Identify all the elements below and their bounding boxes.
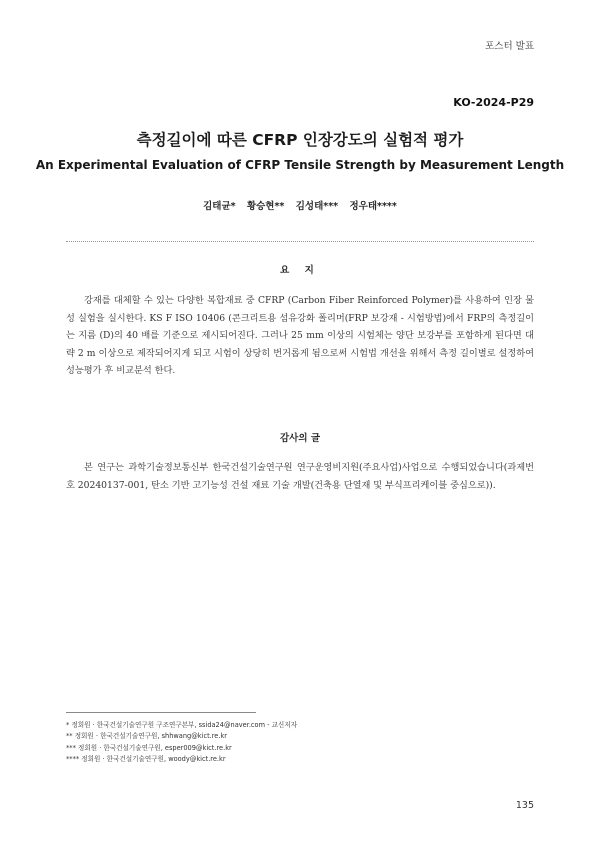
footnote-rule bbox=[66, 712, 256, 713]
page-number: 135 bbox=[515, 800, 534, 811]
title-english: An Experimental Evaluation of CFRP Tensile Strength by Measurement Length bbox=[35, 158, 565, 172]
author-name: 김성태*** bbox=[295, 201, 339, 212]
footnote: ** 정회원 · 한국건설기술연구원, shhwang@kict.re.kr bbox=[66, 732, 227, 741]
abstract-heading: 요 지 bbox=[280, 265, 320, 276]
footnote: **** 정회원 · 한국건설기술연구원, woody@kict.re.kr bbox=[66, 755, 226, 764]
acknowledgement-heading: 감사의 글 bbox=[279, 433, 320, 444]
author-name: 김태균* bbox=[203, 201, 236, 212]
footnotes bbox=[66, 720, 297, 766]
author-name: 정우태**** bbox=[349, 201, 397, 212]
footnote: *** 정회원 · 한국건설기술연구원, esper009@kict.re.kr bbox=[66, 743, 232, 752]
section-divider bbox=[66, 241, 534, 242]
author-name: 황승현** bbox=[246, 201, 285, 212]
title-korean: 측정길이에 따른 CFRP 인장강도의 실험적 평가 bbox=[136, 131, 464, 149]
abstract-body: 강재를 대체할 수 있는 다양한 복합재료 중 CFRP (Carbon Fiber Reinforced Polymer)를 사용하여 인장 물성 실험을 실시한다. KS F ISO 10406 (콘크리트용 섬유강화 폴리머(FRP 보강재 - 시험방법)에서 FRP의 측정길이는 지름 (D)의 40 배를 기준으로 제시되어진다. 그러나 25 mm 이상의 시험체는 양단 보강부를 포함하게 된다면 대략 2 m 이상으로 제작되어지게 되고 시험이 상당히 번거롭게 됨으로써 시험법 개선을 위해서 측정 길이별로 설정하여 성능평가 후 비교분석 한다. bbox=[66, 295, 534, 376]
paper-code: KO-2024-P29 bbox=[453, 96, 534, 109]
footnote: * 정회원 · 한국건설기술연구원 구조연구본부, ssida24@naver.com - 교신저자 bbox=[66, 721, 298, 729]
author-list bbox=[0, 198, 600, 212]
acknowledgement-body: 본 연구는 과학기술정보통신부 한국건설기술연구원 연구운영비지원(주요사업)사업으로 수행되었습니다(과제번호 20240137-001, 탄소 기반 고기능성 건설 재료 기술 개발(건축용 단열재 및 부식프리케이블 중심으로)). bbox=[66, 462, 534, 491]
running-header-label: 포스터 발표 bbox=[485, 41, 534, 52]
